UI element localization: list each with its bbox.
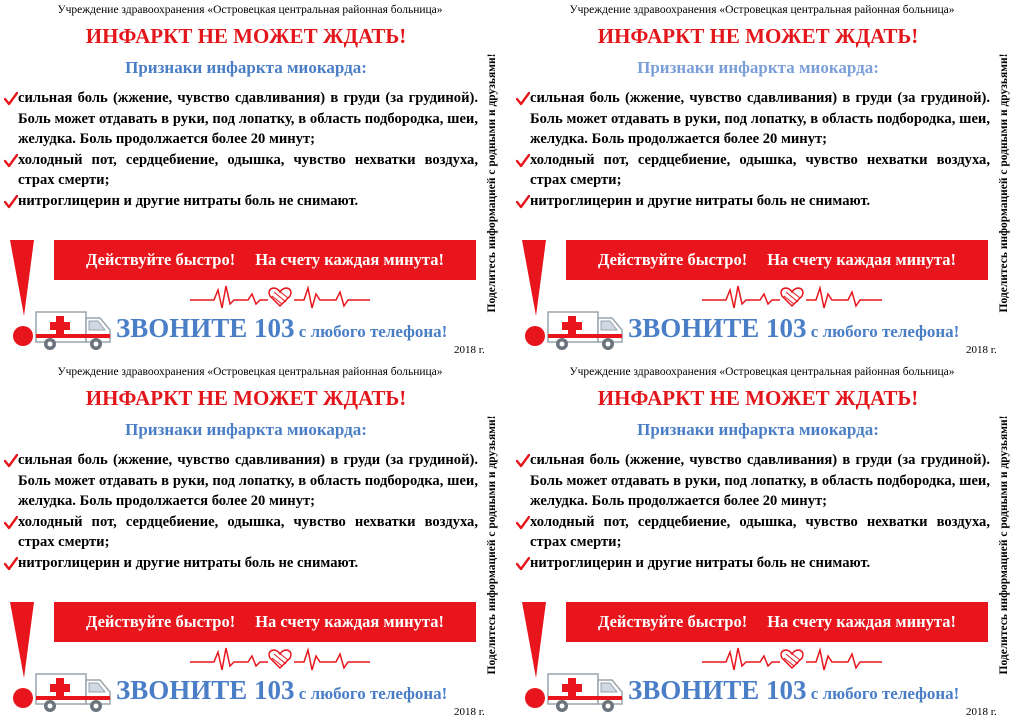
call-103-text [628, 675, 959, 706]
share-info-text: Поделитесь информацией с родными и друзьями! [486, 415, 498, 675]
banner-text-minute: На счету каждая минута! [767, 250, 956, 269]
check-icon [4, 450, 18, 512]
symptoms-list [516, 450, 990, 573]
symptom-item [516, 450, 990, 512]
act-fast-banner [566, 240, 988, 280]
check-icon [4, 553, 18, 574]
call-103-text [628, 313, 959, 344]
symptom-item [4, 553, 478, 574]
check-icon [516, 553, 530, 574]
share-info-vertical [992, 8, 1016, 358]
flyer-title: ИНФАРКТ НЕ МОЖЕТ ЖДАТЬ! [597, 24, 919, 48]
symptom-text: холодный пот, сердцебиение, одышка, чувство нехватки воздуха, страх смерти; [530, 151, 990, 188]
banner-text-minute: На счету каждая минута! [767, 612, 956, 631]
symptom-text: сильная боль (жжение, чувство сдавливания) в груди (за грудиной). Боль может отдавать в руки, под лопатку, в область подбородка, шеи, желудка. Боль продолжается более 20 минут; [530, 90, 990, 147]
symptom-text: нитроглицерин и другие нитраты боль не снимают. [530, 554, 871, 571]
symptom-text: холодный пот, сердцебиение, одышка, чувство нехватки воздуха, страх смерти; [530, 513, 990, 550]
share-info-vertical [480, 8, 504, 358]
act-fast-banner [54, 602, 476, 642]
symptoms-list [4, 450, 478, 573]
banner-text-act: Действуйте быстро! [598, 250, 748, 269]
symptoms-heading: Признаки инфаркта миокарда: [637, 58, 879, 77]
symptom-item [4, 88, 478, 150]
ambulance-icon [34, 304, 114, 354]
symptom-text: холодный пот, сердцебиение, одышка, чувство нехватки воздуха, страх смерти; [18, 151, 478, 188]
symptom-item [4, 512, 478, 553]
ambulance-icon [546, 666, 626, 716]
check-icon [516, 88, 530, 150]
banner-text-act: Действуйте быстро! [86, 250, 236, 269]
call-any-phone: с любого телефона! [806, 322, 960, 341]
call-103-text [116, 675, 447, 706]
act-fast-banner [54, 240, 476, 280]
share-info-text: Поделитесь информацией с родными и друзьями! [486, 53, 498, 313]
call-any-phone: с любого телефона! [294, 322, 448, 341]
call-any-phone: с любого телефона! [294, 684, 448, 703]
share-info-vertical [480, 370, 504, 720]
symptom-item [516, 512, 990, 553]
symptoms-heading: Признаки инфаркта миокарда: [637, 420, 879, 439]
symptom-text: нитроглицерин и другие нитраты боль не снимают. [18, 192, 359, 209]
symptom-item [516, 150, 990, 191]
banner-text-act: Действуйте быстро! [86, 612, 236, 631]
banner-text-minute: На счету каждая минута! [255, 250, 444, 269]
check-icon [4, 512, 18, 553]
flyer [512, 0, 1024, 362]
share-info-text: Поделитесь информацией с родными и друзьями! [998, 415, 1010, 675]
banner-text-minute: На счету каждая минута! [255, 612, 444, 631]
check-icon [516, 150, 530, 191]
institution-name: Учреждение здравоохранения «Островецкая центральная районная больница» [57, 366, 443, 378]
check-icon [4, 88, 18, 150]
ambulance-icon [34, 666, 114, 716]
act-fast-banner [566, 602, 988, 642]
symptom-text: нитроглицерин и другие нитраты боль не снимают. [18, 554, 359, 571]
symptom-item [516, 191, 990, 212]
check-icon [516, 512, 530, 553]
ambulance-icon [546, 304, 626, 354]
symptom-item [4, 150, 478, 191]
year-label: 2018 г. [454, 706, 485, 718]
flyer [512, 362, 1024, 724]
check-icon [516, 191, 530, 212]
share-info-text: Поделитесь информацией с родными и друзьями! [998, 53, 1010, 313]
call-number: ЗВОНИТЕ 103 [116, 675, 295, 705]
institution-name: Учреждение здравоохранения «Островецкая центральная районная больница» [57, 4, 443, 16]
flyer [0, 362, 512, 724]
heartbeat-pulse-icon [190, 644, 370, 674]
check-icon [4, 191, 18, 212]
heartbeat-pulse-icon [702, 282, 882, 312]
flyer-title: ИНФАРКТ НЕ МОЖЕТ ЖДАТЬ! [597, 386, 919, 410]
symptom-item [4, 191, 478, 212]
call-103-text [116, 313, 447, 344]
flyer [0, 0, 512, 362]
symptom-text: холодный пот, сердцебиение, одышка, чувство нехватки воздуха, страх смерти; [18, 513, 478, 550]
symptom-item [516, 88, 990, 150]
institution-name: Учреждение здравоохранения «Островецкая центральная районная больница» [569, 366, 955, 378]
symptom-text: сильная боль (жжение, чувство сдавливания) в груди (за грудиной). Боль может отдавать в руки, под лопатку, в область подбородка, шеи, желудка. Боль продолжается более 20 минут; [530, 452, 990, 509]
call-any-phone: с любого телефона! [806, 684, 960, 703]
symptoms-list [4, 88, 478, 211]
symptom-text: нитроглицерин и другие нитраты боль не снимают. [530, 192, 871, 209]
check-icon [4, 150, 18, 191]
year-label: 2018 г. [966, 706, 997, 718]
symptom-item [516, 553, 990, 574]
share-info-vertical [992, 370, 1016, 720]
heartbeat-pulse-icon [190, 282, 370, 312]
symptoms-heading: Признаки инфаркта миокарда: [125, 420, 367, 439]
symptom-text: сильная боль (жжение, чувство сдавливания) в груди (за грудиной). Боль может отдавать в руки, под лопатку, в область подбородка, шеи, желудка. Боль продолжается более 20 минут; [18, 90, 478, 147]
institution-name: Учреждение здравоохранения «Островецкая центральная районная больница» [569, 4, 955, 16]
heartbeat-pulse-icon [702, 644, 882, 674]
symptom-item [4, 450, 478, 512]
call-number: ЗВОНИТЕ 103 [116, 313, 295, 343]
call-number: ЗВОНИТЕ 103 [628, 313, 807, 343]
flyer-title: ИНФАРКТ НЕ МОЖЕТ ЖДАТЬ! [85, 386, 407, 410]
year-label: 2018 г. [966, 344, 997, 356]
year-label: 2018 г. [454, 344, 485, 356]
symptoms-heading: Признаки инфаркта миокарда: [125, 58, 367, 77]
symptom-text: сильная боль (жжение, чувство сдавливания) в груди (за грудиной). Боль может отдавать в руки, под лопатку, в область подбородка, шеи, желудка. Боль продолжается более 20 минут; [18, 452, 478, 509]
call-number: ЗВОНИТЕ 103 [628, 675, 807, 705]
flyer-title: ИНФАРКТ НЕ МОЖЕТ ЖДАТЬ! [85, 24, 407, 48]
banner-text-act: Действуйте быстро! [598, 612, 748, 631]
symptoms-list [516, 88, 990, 211]
check-icon [516, 450, 530, 512]
